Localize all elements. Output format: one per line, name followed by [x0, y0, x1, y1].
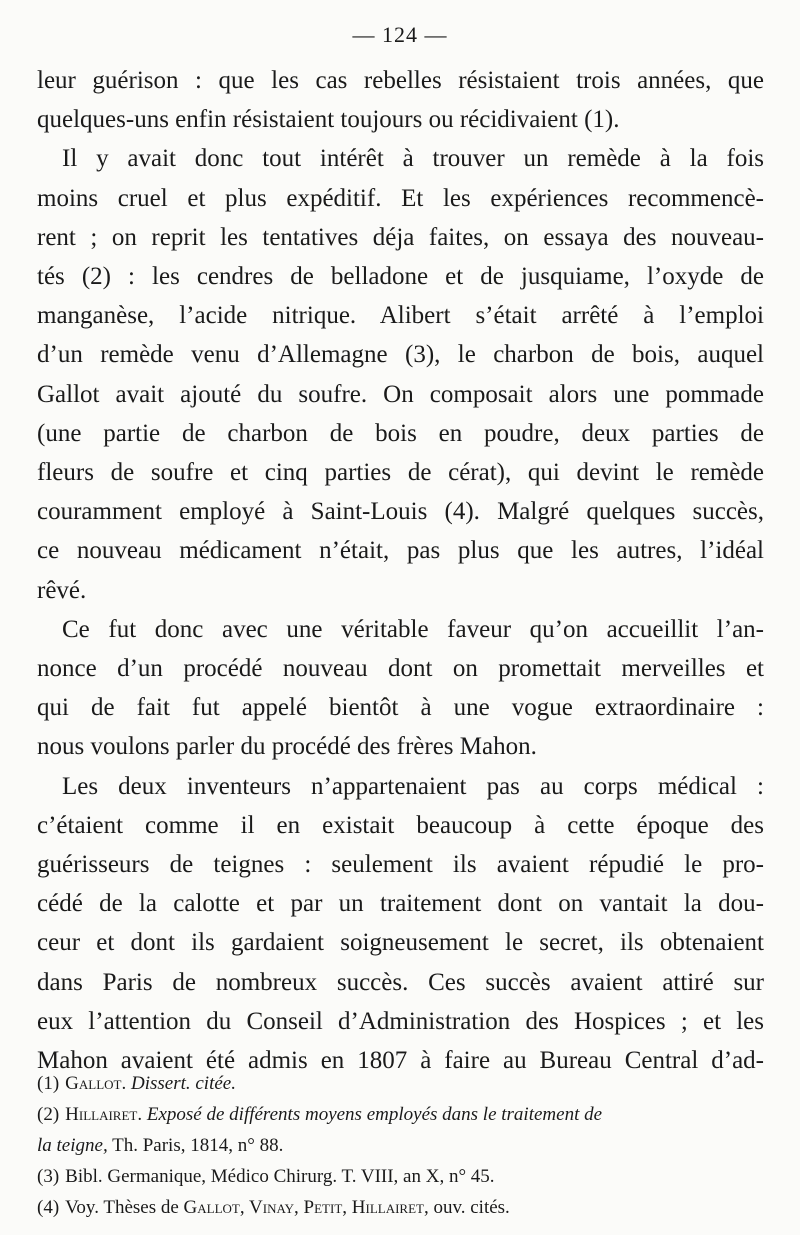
body-text	[37, 61, 764, 1080]
footnote-title-cont: la teigne,	[37, 1135, 108, 1156]
text-line: ce nouveau médicament n’était, pas plus que les autres, l’idéal	[37, 537, 764, 565]
footnote-1	[37, 1068, 764, 1099]
footnotes	[37, 1068, 764, 1223]
text-line: fleurs de soufre et cinq parties de cérat), qui devint le remède	[37, 459, 764, 487]
footnote-names: Gallot, Vinay, Petit, Hillairet,	[183, 1197, 429, 1218]
text-line: manganèse, l’acide nitrique. Alibert s’était arrêté à l’emploi	[37, 302, 764, 330]
paragraph-4	[37, 767, 764, 1081]
footnote-author: Gallot.	[65, 1073, 127, 1094]
text-line: d’un remède venu d’Allemagne (3), le charbon de bois, auquel	[37, 341, 764, 369]
text-line: c’étaient comme il en existait beaucoup à cette époque des	[37, 811, 764, 839]
paragraph-1	[37, 61, 764, 139]
text-line: cédé de la calotte et par un traitement dont on vantait la dou-	[37, 890, 764, 918]
footnote-title: Dissert. citée.	[130, 1073, 236, 1094]
text-line: (une partie de charbon de bois en poudre, deux parties de	[37, 419, 764, 447]
footnote-4	[37, 1192, 764, 1223]
footnote-number: (3)	[37, 1166, 60, 1187]
footnote-3	[37, 1161, 764, 1192]
text-line: nonce d’un procédé nouveau dont on promettait merveilles et	[37, 655, 764, 683]
text-line: moins cruel et plus expéditif. Et les expériences recommencè-	[37, 184, 764, 212]
text-line: guérisseurs de teignes : seulement ils avaient répudié le pro-	[37, 851, 764, 879]
text-line: quelques-uns enfin résistaient toujours ou récidivaient (1).	[37, 106, 620, 134]
text-line: tés (2) : les cendres de belladone et de jusquiame, l’oxyde de	[37, 263, 764, 291]
text-line: Ce fut donc avec une véritable faveur qu’on accueillit l’an-	[62, 615, 764, 643]
footnote-number: (2)	[37, 1104, 60, 1125]
footnote-number: (4)	[37, 1197, 60, 1218]
footnote-number: (1)	[37, 1073, 60, 1094]
footnote-2	[37, 1099, 764, 1130]
text-line: nous voulons parler du procédé des frères Mahon.	[37, 733, 537, 761]
text-line: Les deux inventeurs n’appartenaient pas au corps médical :	[62, 772, 764, 800]
text-line: rêvé.	[37, 576, 87, 604]
text-line: leur guérison : que les cas rebelles résistaient trois années, que	[37, 67, 764, 94]
text-line: eux l’attention du Conseil d’Administration des Hospices ; et les	[37, 1007, 764, 1035]
footnote-prefix: Voy. Thèses de	[65, 1197, 179, 1218]
paragraph-3	[37, 610, 764, 767]
text-line: couramment employé à Saint-Louis (4). Malgré quelques succès,	[37, 498, 764, 526]
text-line: Gallot avait ajouté du soufre. On composait alors une pommade	[37, 380, 764, 408]
text-line: qui de fait fut appelé bientôt à une vogue extraordinaire :	[37, 694, 764, 722]
paragraph-2	[37, 139, 764, 609]
footnote-title: Exposé de différents moyens employés dans le traitement de	[146, 1104, 603, 1125]
text-line: Mahon avaient été admis en 1807 à faire au Bureau Central d’ad-	[37, 1047, 764, 1075]
text-line: rent ; on reprit les tentatives déja faites, on essaya des nouveau-	[37, 223, 764, 251]
footnote-author: Hillairet.	[65, 1104, 143, 1125]
page-number: — 124 —	[352, 22, 448, 47]
footnote-source: Th. Paris, 1814, n° 88.	[112, 1135, 284, 1156]
text-line: dans Paris de nombreux succès. Ces succès avaient attiré sur	[37, 968, 764, 996]
text-line: Il y avait donc tout intérêt à trouver un remède à la fois	[62, 145, 764, 173]
footnote-2-continued	[37, 1130, 764, 1161]
footnote-suffix: ouv. cités.	[433, 1197, 510, 1218]
footnote-text: Bibl. Germanique, Médico Chirurg. T. VIII, an X, n° 45.	[65, 1166, 495, 1187]
text-line: ceur et dont ils gardaient soigneusement le secret, ils obtenaient	[37, 929, 764, 957]
